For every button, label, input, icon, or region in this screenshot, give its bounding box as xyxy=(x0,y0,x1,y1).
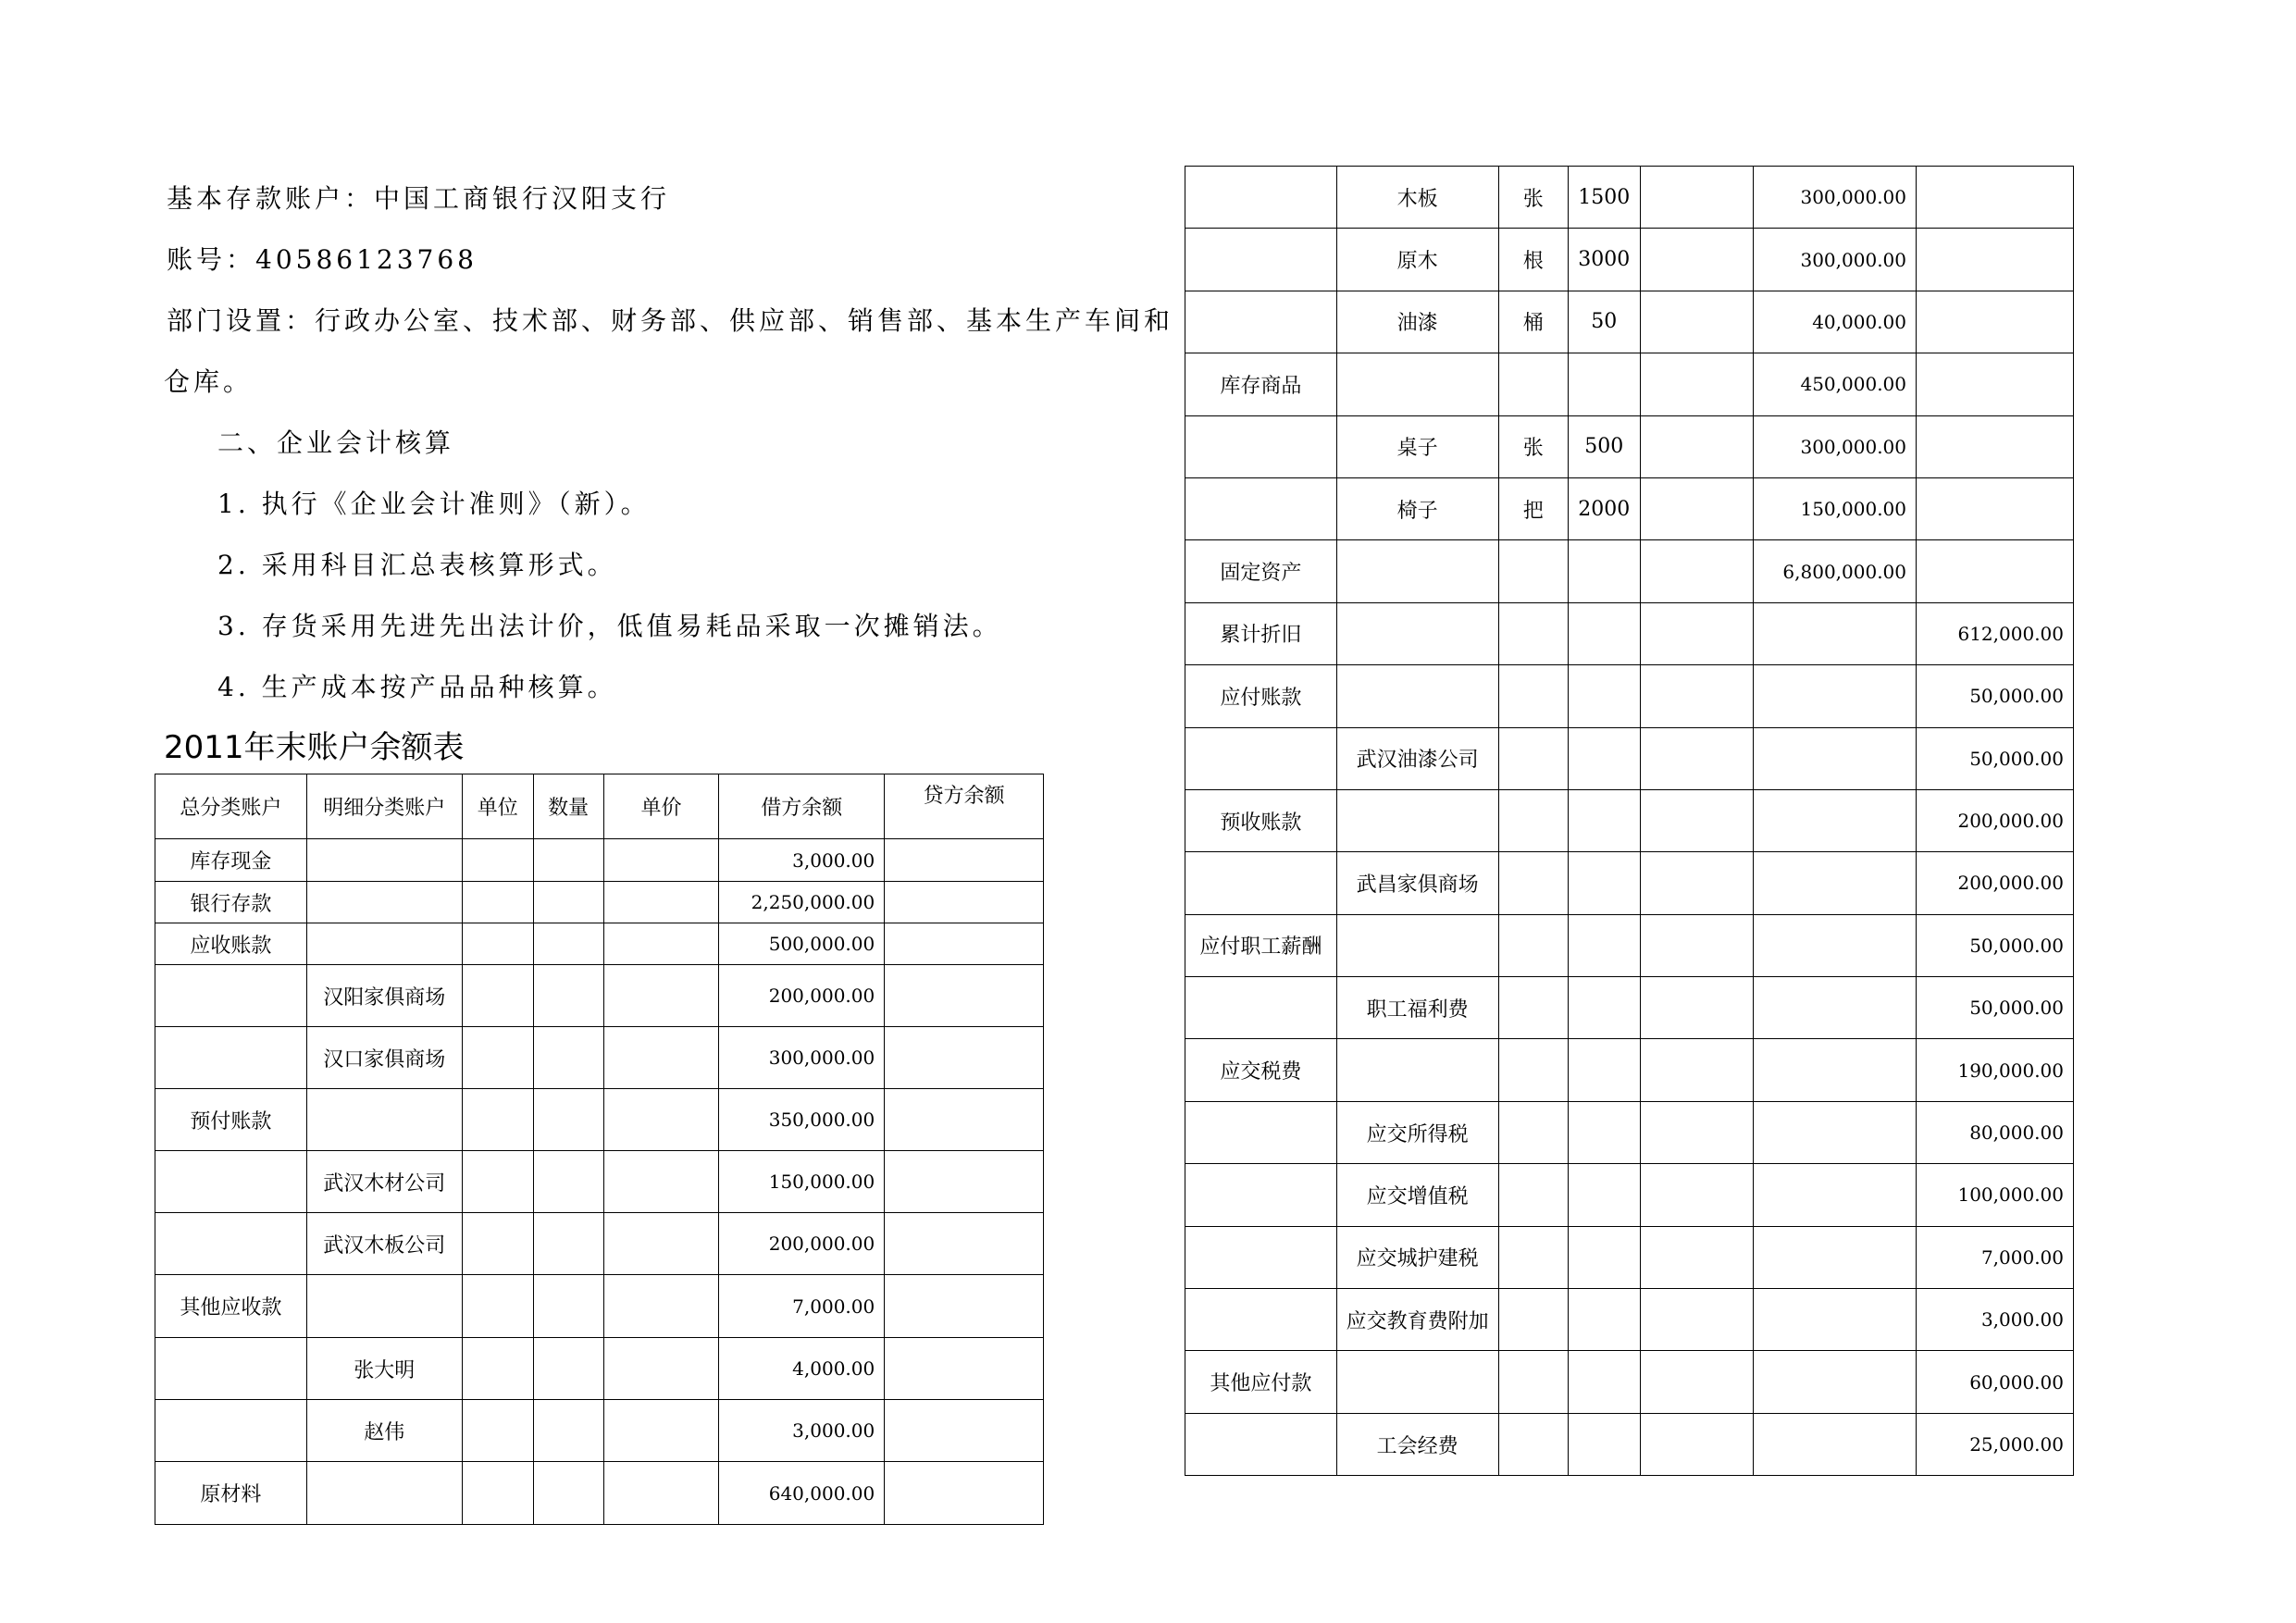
table-row xyxy=(155,1400,1044,1462)
table-row xyxy=(1185,1351,2074,1413)
table-cell xyxy=(462,1089,533,1151)
table-cell xyxy=(1753,852,1916,914)
table-cell xyxy=(1568,1351,1640,1413)
table-cell xyxy=(885,1089,1044,1151)
table-cell xyxy=(1917,540,2074,602)
table-row xyxy=(1185,353,2074,415)
table-cell: 200,000.00 xyxy=(1917,852,2074,914)
table-cell xyxy=(885,965,1044,1027)
table-cell xyxy=(1568,602,1640,664)
table-cell xyxy=(306,1462,462,1525)
table-cell xyxy=(1185,229,1337,291)
table-row xyxy=(155,839,1044,882)
table-cell xyxy=(1498,789,1568,851)
table-cell xyxy=(1753,602,1916,664)
table-cell: 应交城护建税 xyxy=(1336,1226,1498,1288)
intro-line-departments: 部门设置：行政办公室、技术部、财务部、供应部、销售部、基本生产车间和 xyxy=(167,305,1174,336)
table-cell: 椅子 xyxy=(1336,477,1498,539)
table-cell: 张大明 xyxy=(306,1338,462,1400)
table-cell: 应交教育费附加 xyxy=(1336,1289,1498,1351)
table-cell xyxy=(1336,1039,1498,1101)
table-row xyxy=(1185,727,2074,789)
table-cell xyxy=(1753,1039,1916,1101)
table-cell: 武汉油漆公司 xyxy=(1336,727,1498,789)
balance-table-left xyxy=(155,774,1044,1525)
table-cell: 200,000.00 xyxy=(1917,789,2074,851)
table-cell xyxy=(885,1462,1044,1525)
table-cell xyxy=(306,839,462,882)
table-cell: 3000 xyxy=(1568,229,1640,291)
table-cell xyxy=(1640,789,1753,851)
table-row xyxy=(1185,540,2074,602)
table-header-cell: 单位 xyxy=(462,774,533,839)
table-cell xyxy=(533,1151,603,1213)
table-cell xyxy=(603,923,719,965)
table-cell: 张 xyxy=(1498,415,1568,477)
table-cell xyxy=(462,1338,533,1400)
table-cell xyxy=(1640,353,1753,415)
table-cell xyxy=(1498,1351,1568,1413)
table-header-cell: 明细分类账户 xyxy=(306,774,462,839)
table-cell xyxy=(1753,1413,1916,1475)
table-cell xyxy=(1917,353,2074,415)
table-cell: 7,000.00 xyxy=(719,1275,885,1338)
table-header-cell: 单价 xyxy=(603,774,719,839)
table-cell xyxy=(1336,914,1498,976)
table-cell: 库存商品 xyxy=(1185,353,1337,415)
table-cell xyxy=(462,1400,533,1462)
table-cell xyxy=(1753,977,1916,1039)
table-row xyxy=(155,965,1044,1027)
table-cell: 应付账款 xyxy=(1185,665,1337,727)
table-cell: 其他应付款 xyxy=(1185,1351,1337,1413)
table-cell: 7,000.00 xyxy=(1917,1226,2074,1288)
table-header-cell: 总分类账户 xyxy=(155,774,307,839)
table-cell: 工会经费 xyxy=(1336,1413,1498,1475)
table-cell xyxy=(1185,415,1337,477)
table-cell xyxy=(1185,977,1337,1039)
table-cell xyxy=(1640,602,1753,664)
table-cell xyxy=(1498,1039,1568,1101)
table-cell: 应收账款 xyxy=(155,923,307,965)
table-cell xyxy=(1336,602,1498,664)
table-cell: 1500 xyxy=(1568,167,1640,229)
table-cell: 2,250,000.00 xyxy=(719,882,885,923)
table-cell xyxy=(885,839,1044,882)
table-cell: 应付职工薪酬 xyxy=(1185,914,1337,976)
table-cell xyxy=(1498,914,1568,976)
table-cell xyxy=(1498,602,1568,664)
table-row xyxy=(1185,789,2074,851)
table-cell xyxy=(603,1151,719,1213)
table-cell: 200,000.00 xyxy=(719,965,885,1027)
table-cell xyxy=(462,1275,533,1338)
table-cell: 80,000.00 xyxy=(1917,1101,2074,1163)
table-cell: 应交所得税 xyxy=(1336,1101,1498,1163)
table-row xyxy=(1185,477,2074,539)
intro-line-departments-cont: 仓库。 xyxy=(164,366,254,397)
table-cell xyxy=(1753,1226,1916,1288)
table-cell: 武汉木板公司 xyxy=(306,1213,462,1275)
table-cell xyxy=(462,839,533,882)
table-cell xyxy=(462,923,533,965)
intro-line-account: 基本存款账户：中国工商银行汉阳支行 xyxy=(167,183,671,214)
table-row xyxy=(155,882,1044,923)
table-cell xyxy=(533,965,603,1027)
table-cell xyxy=(155,1338,307,1400)
table-cell xyxy=(155,1027,307,1089)
table-cell xyxy=(1336,353,1498,415)
table-cell xyxy=(462,882,533,923)
table-cell xyxy=(1185,727,1337,789)
table-cell xyxy=(1640,1101,1753,1163)
table-cell: 累计折旧 xyxy=(1185,602,1337,664)
table-cell xyxy=(1498,1101,1568,1163)
table-cell xyxy=(885,1027,1044,1089)
table-cell xyxy=(1568,1226,1640,1288)
table-cell: 500 xyxy=(1568,415,1640,477)
table-cell xyxy=(1498,1289,1568,1351)
table-cell xyxy=(155,1151,307,1213)
table-cell: 300,000.00 xyxy=(1753,415,1916,477)
intro-line-account-number: 账号：40586123768 xyxy=(167,244,478,275)
table-cell: 原材料 xyxy=(155,1462,307,1525)
table-cell: 桶 xyxy=(1498,291,1568,353)
table-cell xyxy=(603,1213,719,1275)
table-cell xyxy=(1640,1413,1753,1475)
table-cell xyxy=(1640,291,1753,353)
table-cell xyxy=(306,1275,462,1338)
table-cell: 200,000.00 xyxy=(719,1213,885,1275)
table-row xyxy=(1185,415,2074,477)
table-cell xyxy=(1498,1164,1568,1226)
table-cell: 赵伟 xyxy=(306,1400,462,1462)
table-cell: 500,000.00 xyxy=(719,923,885,965)
table-cell: 50 xyxy=(1568,291,1640,353)
table-cell xyxy=(1917,477,2074,539)
table-cell xyxy=(1753,1101,1916,1163)
table-row xyxy=(155,1089,1044,1151)
table-cell xyxy=(1640,1289,1753,1351)
table-cell xyxy=(1568,789,1640,851)
table-row xyxy=(155,1275,1044,1338)
table-cell xyxy=(1185,1289,1337,1351)
table-cell xyxy=(1753,665,1916,727)
table-cell: 预付账款 xyxy=(155,1089,307,1151)
table-header-row xyxy=(155,774,1044,839)
table-cell xyxy=(603,1089,719,1151)
table-cell xyxy=(533,1027,603,1089)
table-cell xyxy=(1640,229,1753,291)
table-cell xyxy=(1640,540,1753,602)
table-cell xyxy=(533,923,603,965)
table-cell xyxy=(533,1338,603,1400)
table-cell xyxy=(885,1400,1044,1462)
table-cell xyxy=(1640,415,1753,477)
table-cell xyxy=(1917,291,2074,353)
table-cell xyxy=(603,1400,719,1462)
table-cell xyxy=(1568,1164,1640,1226)
table-cell: 50,000.00 xyxy=(1917,665,2074,727)
table-row xyxy=(1185,167,2074,229)
table-cell: 桌子 xyxy=(1336,415,1498,477)
table-cell: 应交增值税 xyxy=(1336,1164,1498,1226)
table-cell xyxy=(603,882,719,923)
table-cell: 应交税费 xyxy=(1185,1039,1337,1101)
table-cell: 油漆 xyxy=(1336,291,1498,353)
table-cell xyxy=(533,1275,603,1338)
table-cell xyxy=(1568,540,1640,602)
table-cell: 25,000.00 xyxy=(1917,1413,2074,1475)
table-cell xyxy=(533,1400,603,1462)
table-cell: 预收账款 xyxy=(1185,789,1337,851)
table-cell xyxy=(1917,415,2074,477)
table-row xyxy=(1185,291,2074,353)
table-cell xyxy=(1640,167,1753,229)
table-row xyxy=(1185,1289,2074,1351)
table-cell xyxy=(1498,665,1568,727)
table-cell: 把 xyxy=(1498,477,1568,539)
table-row xyxy=(1185,852,2074,914)
rule-item-2: 2. 采用科目汇总表核算形式。 xyxy=(217,550,617,580)
table-row xyxy=(1185,1413,2074,1475)
table-cell xyxy=(1917,229,2074,291)
table-cell xyxy=(1568,727,1640,789)
table-cell: 6,800,000.00 xyxy=(1753,540,1916,602)
table-cell: 300,000.00 xyxy=(1753,167,1916,229)
table-row xyxy=(155,1151,1044,1213)
table-cell: 450,000.00 xyxy=(1753,353,1916,415)
table-cell: 50,000.00 xyxy=(1917,727,2074,789)
table-cell xyxy=(1568,665,1640,727)
table-row xyxy=(1185,1101,2074,1163)
table-cell xyxy=(462,1213,533,1275)
table-cell xyxy=(885,923,1044,965)
table-cell xyxy=(1640,1226,1753,1288)
table-cell xyxy=(1498,727,1568,789)
table-cell xyxy=(1185,477,1337,539)
table-cell: 2000 xyxy=(1568,477,1640,539)
table-cell xyxy=(533,1089,603,1151)
table-cell xyxy=(1185,1101,1337,1163)
table-cell: 300,000.00 xyxy=(719,1027,885,1089)
table-row xyxy=(155,1027,1044,1089)
table-cell: 50,000.00 xyxy=(1917,914,2074,976)
table-cell xyxy=(1185,1226,1337,1288)
table-cell xyxy=(1498,977,1568,1039)
table-cell: 固定资产 xyxy=(1185,540,1337,602)
table-cell xyxy=(1640,977,1753,1039)
table-row xyxy=(155,923,1044,965)
table-cell xyxy=(1753,789,1916,851)
rule-item-3: 3. 存货采用先进先出法计价，低值易耗品采取一次摊销法。 xyxy=(217,611,1002,641)
balance-table-right xyxy=(1185,166,2074,1476)
table-cell xyxy=(533,882,603,923)
table-cell: 原木 xyxy=(1336,229,1498,291)
table-cell: 100,000.00 xyxy=(1917,1164,2074,1226)
table-cell: 60,000.00 xyxy=(1917,1351,2074,1413)
table-cell: 3,000.00 xyxy=(719,1400,885,1462)
table-cell xyxy=(306,1089,462,1151)
table-cell xyxy=(885,1275,1044,1338)
table-cell xyxy=(1753,1351,1916,1413)
table-cell xyxy=(603,1275,719,1338)
table-cell xyxy=(1568,1289,1640,1351)
table-cell xyxy=(1640,665,1753,727)
table-cell: 汉口家俱商场 xyxy=(306,1027,462,1089)
table-cell xyxy=(1640,914,1753,976)
table-cell xyxy=(603,1338,719,1400)
table-cell xyxy=(1336,1351,1498,1413)
table-cell xyxy=(155,965,307,1027)
table-cell xyxy=(1753,1164,1916,1226)
table-cell xyxy=(885,1213,1044,1275)
table-cell xyxy=(1917,167,2074,229)
table-row xyxy=(155,1338,1044,1400)
table-cell xyxy=(1640,477,1753,539)
table-cell xyxy=(1568,1413,1640,1475)
table-cell xyxy=(885,1151,1044,1213)
table-cell xyxy=(1753,727,1916,789)
table-cell xyxy=(1640,852,1753,914)
table-cell xyxy=(462,1462,533,1525)
table-cell xyxy=(603,965,719,1027)
table-cell xyxy=(155,1400,307,1462)
table-cell: 50,000.00 xyxy=(1917,977,2074,1039)
table-cell xyxy=(1640,1351,1753,1413)
table-cell: 汉阳家俱商场 xyxy=(306,965,462,1027)
table-cell xyxy=(885,882,1044,923)
table-cell: 木板 xyxy=(1336,167,1498,229)
table-cell xyxy=(1185,1164,1337,1226)
table-cell: 350,000.00 xyxy=(719,1089,885,1151)
table-cell xyxy=(533,839,603,882)
table-cell: 3,000.00 xyxy=(1917,1289,2074,1351)
table-cell: 职工福利费 xyxy=(1336,977,1498,1039)
table-cell xyxy=(155,1213,307,1275)
table-cell: 612,000.00 xyxy=(1917,602,2074,664)
table-cell xyxy=(1185,291,1337,353)
table-cell xyxy=(1336,540,1498,602)
table-cell: 40,000.00 xyxy=(1753,291,1916,353)
table-cell xyxy=(603,839,719,882)
table-header-cell: 借方余额 xyxy=(719,774,885,839)
table-cell xyxy=(1185,167,1337,229)
table-cell: 150,000.00 xyxy=(719,1151,885,1213)
table-row xyxy=(1185,229,2074,291)
table-header-cell: 数量 xyxy=(533,774,603,839)
table-cell xyxy=(1498,540,1568,602)
table-cell xyxy=(1498,353,1568,415)
table-cell: 300,000.00 xyxy=(1753,229,1916,291)
table-cell: 190,000.00 xyxy=(1917,1039,2074,1101)
table-cell xyxy=(1640,727,1753,789)
table-cell: 640,000.00 xyxy=(719,1462,885,1525)
table-cell: 其他应收款 xyxy=(155,1275,307,1338)
table-cell xyxy=(885,1338,1044,1400)
table-cell xyxy=(462,1151,533,1213)
table-row xyxy=(155,1462,1044,1525)
table-row xyxy=(1185,602,2074,664)
table-cell xyxy=(1753,1289,1916,1351)
table-cell: 银行存款 xyxy=(155,882,307,923)
table-cell xyxy=(1336,665,1498,727)
table-cell xyxy=(462,1027,533,1089)
table-row xyxy=(1185,665,2074,727)
table-cell xyxy=(1568,977,1640,1039)
table-cell xyxy=(1498,852,1568,914)
table-cell xyxy=(1568,914,1640,976)
table-cell xyxy=(1185,1413,1337,1475)
table-title: 2011年末账户余额表 xyxy=(164,729,465,766)
rule-item-4: 4. 生产成本按产品品种核算。 xyxy=(217,672,617,702)
table-cell xyxy=(1498,1413,1568,1475)
table-cell: 根 xyxy=(1498,229,1568,291)
table-header-cell: 贷方余额 xyxy=(885,774,1044,839)
table-cell xyxy=(603,1462,719,1525)
table-row xyxy=(1185,1039,2074,1101)
table-row xyxy=(1185,977,2074,1039)
table-cell xyxy=(1498,1226,1568,1288)
table-cell: 武昌家俱商场 xyxy=(1336,852,1498,914)
table-cell: 张 xyxy=(1498,167,1568,229)
table-cell: 150,000.00 xyxy=(1753,477,1916,539)
rule-item-1: 1. 执行《企业会计准则》（新）。 xyxy=(217,489,651,519)
table-row xyxy=(155,1213,1044,1275)
table-cell xyxy=(306,923,462,965)
table-cell xyxy=(533,1462,603,1525)
table-row xyxy=(1185,1226,2074,1288)
section-heading: 二、企业会计核算 xyxy=(217,427,455,458)
table-row xyxy=(1185,914,2074,976)
table-cell: 武汉木材公司 xyxy=(306,1151,462,1213)
table-cell xyxy=(1185,852,1337,914)
table-cell xyxy=(1640,1039,1753,1101)
table-cell xyxy=(1568,1039,1640,1101)
table-cell xyxy=(1753,914,1916,976)
table-cell xyxy=(1640,1164,1753,1226)
table-cell xyxy=(533,1213,603,1275)
table-cell xyxy=(1568,1101,1640,1163)
table-cell xyxy=(1336,789,1498,851)
table-cell: 4,000.00 xyxy=(719,1338,885,1400)
table-cell xyxy=(306,882,462,923)
table-row xyxy=(1185,1164,2074,1226)
table-cell: 3,000.00 xyxy=(719,839,885,882)
table-cell: 库存现金 xyxy=(155,839,307,882)
table-cell xyxy=(1568,852,1640,914)
table-cell xyxy=(1568,353,1640,415)
table-cell xyxy=(462,965,533,1027)
table-cell xyxy=(603,1027,719,1089)
